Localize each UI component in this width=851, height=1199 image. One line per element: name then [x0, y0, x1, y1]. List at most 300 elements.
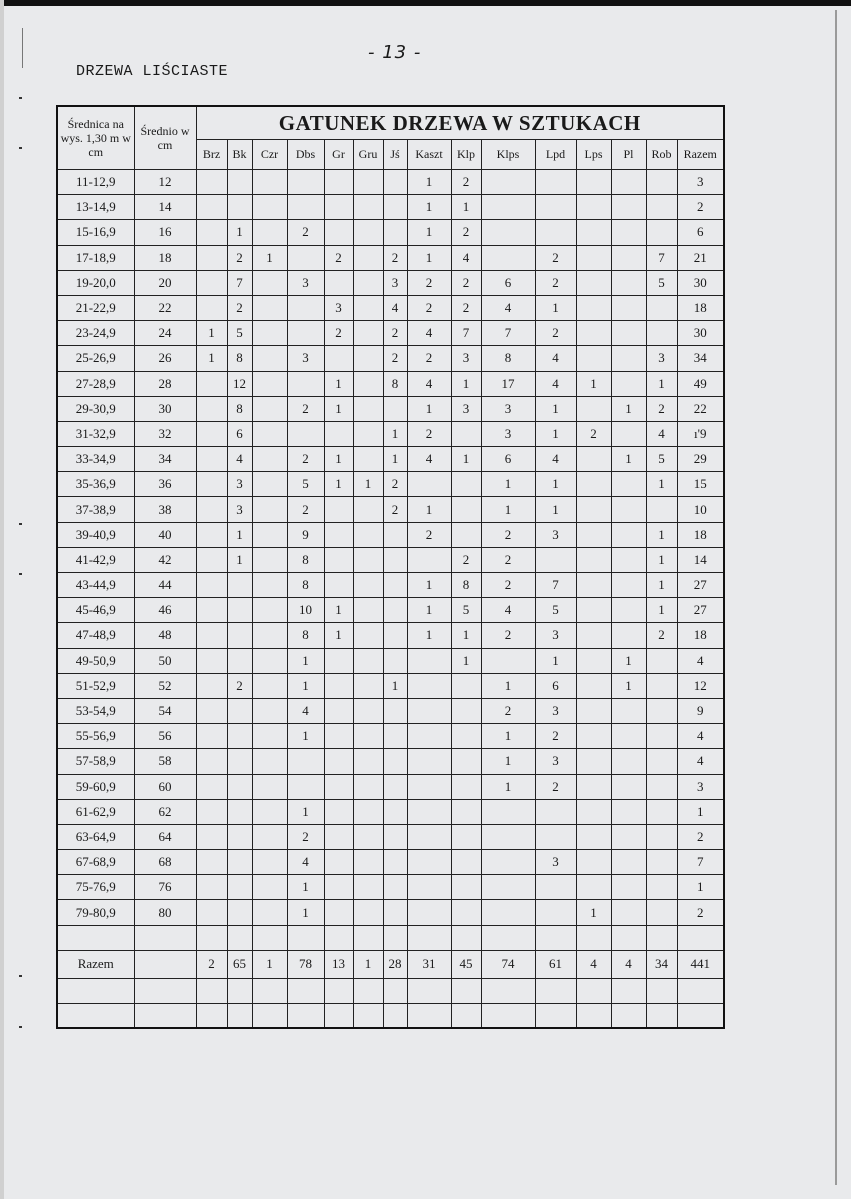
count-cell: 3 [481, 421, 535, 446]
diameter-range-cell: 23-24,9 [57, 321, 134, 346]
right-scan-edge [835, 10, 837, 1185]
count-cell: 1 [407, 195, 451, 220]
count-cell [576, 573, 611, 598]
column-total-cell: 74 [481, 950, 535, 978]
count-cell [196, 850, 227, 875]
count-cell: 8 [383, 371, 407, 396]
count-cell [646, 497, 677, 522]
count-cell [353, 321, 383, 346]
count-cell [451, 824, 481, 849]
count-cell: 8 [287, 547, 324, 572]
empty-cell [383, 925, 407, 950]
species-col-header: Gru [353, 140, 383, 170]
count-cell [324, 673, 353, 698]
count-cell: 10 [287, 598, 324, 623]
count-cell [252, 270, 287, 295]
count-cell: 4 [535, 447, 576, 472]
count-cell [646, 698, 677, 723]
empty-cell [535, 1003, 576, 1028]
empty-cell [535, 925, 576, 950]
count-cell: 1 [535, 396, 576, 421]
count-cell: 5 [535, 598, 576, 623]
diameter-range-cell: 19-20,0 [57, 270, 134, 295]
mean-diameter-cell: 14 [134, 195, 196, 220]
species-col-header: Dbs [287, 140, 324, 170]
empty-cell [196, 925, 227, 950]
empty-cell [196, 978, 227, 1003]
table-row [57, 245, 724, 270]
count-cell: 2 [407, 346, 451, 371]
empty-cell [481, 925, 535, 950]
count-cell: 1 [196, 321, 227, 346]
count-cell [383, 396, 407, 421]
count-cell: 2 [287, 497, 324, 522]
count-cell [196, 875, 227, 900]
row-total-cell: 12 [677, 673, 724, 698]
count-cell [451, 900, 481, 925]
count-cell: 4 [646, 421, 677, 446]
count-cell [227, 900, 252, 925]
count-cell [383, 522, 407, 547]
count-cell [196, 472, 227, 497]
row-total-cell: 1 [677, 799, 724, 824]
count-cell: 7 [535, 573, 576, 598]
count-cell [383, 850, 407, 875]
count-cell: 2 [407, 522, 451, 547]
count-cell [611, 270, 646, 295]
count-cell [407, 749, 451, 774]
count-cell [535, 875, 576, 900]
count-cell [451, 698, 481, 723]
count-cell [646, 799, 677, 824]
diameter-range-cell: 59-60,9 [57, 774, 134, 799]
margin-mark [19, 573, 22, 575]
count-cell [576, 648, 611, 673]
count-cell: 3 [227, 497, 252, 522]
count-cell: 1 [451, 623, 481, 648]
row-total-cell: ı'9 [677, 421, 724, 446]
empty-cell [535, 978, 576, 1003]
count-cell [611, 900, 646, 925]
left-scan-mark [22, 28, 23, 68]
count-cell: 3 [227, 472, 252, 497]
count-cell: 1 [383, 421, 407, 446]
mean-diameter-cell: 40 [134, 522, 196, 547]
count-cell: 2 [227, 673, 252, 698]
table-row [57, 346, 724, 371]
table-row [57, 749, 724, 774]
mean-diameter-cell: 24 [134, 321, 196, 346]
empty-cell [611, 978, 646, 1003]
count-cell: 6 [481, 270, 535, 295]
count-cell: 1 [481, 774, 535, 799]
count-cell [407, 900, 451, 925]
row-total-cell: 2 [677, 900, 724, 925]
count-cell: 1 [252, 245, 287, 270]
count-cell [481, 875, 535, 900]
count-cell: 7 [646, 245, 677, 270]
count-cell [451, 774, 481, 799]
count-cell [481, 648, 535, 673]
count-cell [324, 270, 353, 295]
count-cell: 2 [383, 472, 407, 497]
count-cell [383, 824, 407, 849]
mean-diameter-cell: 36 [134, 472, 196, 497]
count-cell: 1 [324, 623, 353, 648]
count-cell: 5 [646, 270, 677, 295]
count-cell: 1 [481, 472, 535, 497]
count-cell [481, 220, 535, 245]
empty-row [57, 1003, 724, 1028]
margin-mark [19, 97, 22, 99]
count-cell [383, 698, 407, 723]
count-cell [646, 850, 677, 875]
count-cell [611, 472, 646, 497]
count-cell [196, 170, 227, 195]
count-cell [407, 824, 451, 849]
count-cell: 2 [451, 270, 481, 295]
count-cell [383, 170, 407, 195]
table-row [57, 472, 724, 497]
empty-cell [611, 1003, 646, 1028]
count-cell: 2 [407, 270, 451, 295]
margin-mark [19, 147, 22, 149]
count-cell [576, 522, 611, 547]
mean-diameter-cell: 46 [134, 598, 196, 623]
count-cell [611, 749, 646, 774]
count-cell: 2 [324, 245, 353, 270]
count-cell: 3 [646, 346, 677, 371]
count-cell: 3 [383, 270, 407, 295]
table-row [57, 447, 724, 472]
table-row [57, 850, 724, 875]
count-cell [196, 295, 227, 320]
count-cell [252, 170, 287, 195]
count-cell [287, 749, 324, 774]
count-cell: 3 [535, 623, 576, 648]
count-cell: 2 [535, 724, 576, 749]
count-cell [383, 623, 407, 648]
count-cell [324, 547, 353, 572]
count-cell: 1 [227, 220, 252, 245]
table-body [57, 170, 724, 926]
count-cell [383, 749, 407, 774]
diameter-range-cell: 27-28,9 [57, 371, 134, 396]
count-cell [196, 673, 227, 698]
empty-cell [646, 1003, 677, 1028]
count-cell: 1 [535, 497, 576, 522]
row-total-cell: 34 [677, 346, 724, 371]
count-cell: 8 [227, 396, 252, 421]
count-cell: 4 [535, 371, 576, 396]
count-cell [646, 749, 677, 774]
count-cell [252, 749, 287, 774]
column-total-cell: 65 [227, 950, 252, 978]
count-cell [407, 547, 451, 572]
count-cell [353, 673, 383, 698]
empty-cell [646, 978, 677, 1003]
count-cell [196, 774, 227, 799]
count-cell [646, 648, 677, 673]
count-cell [196, 547, 227, 572]
column-total-cell: 4 [611, 950, 646, 978]
count-cell [611, 497, 646, 522]
count-cell [227, 850, 252, 875]
count-cell [227, 724, 252, 749]
count-cell [451, 799, 481, 824]
count-cell [227, 698, 252, 723]
count-cell [383, 875, 407, 900]
total-label: Razem [57, 950, 134, 978]
count-cell: 7 [481, 321, 535, 346]
count-cell [383, 900, 407, 925]
empty-cell [481, 1003, 535, 1028]
diameter-range-cell: 67-68,9 [57, 850, 134, 875]
mean-diameter-cell: 38 [134, 497, 196, 522]
row-total-cell: 6 [677, 220, 724, 245]
count-cell [611, 774, 646, 799]
mean-diameter-header: Średnio w cm [134, 106, 196, 170]
count-cell [383, 724, 407, 749]
count-cell: 1 [451, 371, 481, 396]
count-cell [252, 447, 287, 472]
count-cell [611, 522, 646, 547]
count-cell [252, 875, 287, 900]
mean-diameter-cell: 50 [134, 648, 196, 673]
count-cell [196, 900, 227, 925]
count-cell [646, 170, 677, 195]
count-cell [611, 170, 646, 195]
count-cell [196, 522, 227, 547]
count-cell: 4 [407, 321, 451, 346]
count-cell [324, 850, 353, 875]
table-row [57, 396, 724, 421]
count-cell: 2 [576, 421, 611, 446]
count-cell [451, 875, 481, 900]
count-cell: 1 [646, 598, 677, 623]
count-cell [353, 170, 383, 195]
empty-cell [134, 925, 196, 950]
table-row [57, 547, 724, 572]
table-row [57, 573, 724, 598]
count-cell [227, 170, 252, 195]
empty-row [57, 978, 724, 1003]
column-total-cell: 45 [451, 950, 481, 978]
table-row [57, 698, 724, 723]
count-cell [324, 749, 353, 774]
count-cell [324, 799, 353, 824]
empty-cell [383, 1003, 407, 1028]
table-row [57, 371, 724, 396]
count-cell [324, 195, 353, 220]
count-cell [252, 472, 287, 497]
count-cell [353, 447, 383, 472]
count-cell: 1 [576, 371, 611, 396]
mean-diameter-cell: 56 [134, 724, 196, 749]
mean-diameter-cell: 58 [134, 749, 196, 774]
count-cell [576, 245, 611, 270]
diameter-range-cell: 29-30,9 [57, 396, 134, 421]
count-cell: 1 [324, 396, 353, 421]
table-row [57, 170, 724, 195]
count-cell [646, 220, 677, 245]
table-row [57, 824, 724, 849]
row-total-cell: 30 [677, 321, 724, 346]
count-cell: 6 [535, 673, 576, 698]
count-cell: 5 [227, 321, 252, 346]
row-total-cell: 2 [677, 195, 724, 220]
count-cell [353, 623, 383, 648]
count-cell: 3 [287, 346, 324, 371]
row-total-cell: 14 [677, 547, 724, 572]
mean-diameter-cell: 80 [134, 900, 196, 925]
count-cell [576, 447, 611, 472]
count-cell: 1 [383, 673, 407, 698]
count-cell: 4 [407, 447, 451, 472]
count-cell [252, 371, 287, 396]
column-total-cell: 1 [252, 950, 287, 978]
table-row [57, 774, 724, 799]
count-cell [383, 547, 407, 572]
empty-cell [576, 978, 611, 1003]
count-cell: 3 [535, 522, 576, 547]
count-cell [196, 623, 227, 648]
column-total-cell: 13 [324, 950, 353, 978]
total-row [57, 950, 724, 978]
count-cell: 2 [451, 295, 481, 320]
count-cell [407, 875, 451, 900]
empty-cell [407, 978, 451, 1003]
count-cell [576, 195, 611, 220]
count-cell [324, 346, 353, 371]
count-cell: 1 [407, 396, 451, 421]
count-cell [451, 472, 481, 497]
count-cell: 1 [451, 648, 481, 673]
count-cell [576, 396, 611, 421]
count-cell: 8 [481, 346, 535, 371]
count-cell: 7 [227, 270, 252, 295]
count-cell: 2 [451, 220, 481, 245]
count-cell: 2 [383, 346, 407, 371]
count-cell [227, 799, 252, 824]
diameter-range-cell: 21-22,9 [57, 295, 134, 320]
empty-cell [287, 1003, 324, 1028]
count-cell [324, 170, 353, 195]
species-col-header: Kaszt [407, 140, 451, 170]
count-cell: 1 [407, 497, 451, 522]
count-cell [196, 648, 227, 673]
count-cell: 1 [287, 648, 324, 673]
count-cell [196, 245, 227, 270]
count-cell: 1 [611, 673, 646, 698]
count-cell [196, 824, 227, 849]
count-cell: 1 [611, 396, 646, 421]
count-cell [383, 598, 407, 623]
count-cell [196, 447, 227, 472]
mean-diameter-cell: 28 [134, 371, 196, 396]
count-cell: 1 [196, 346, 227, 371]
diameter-range-cell: 45-46,9 [57, 598, 134, 623]
count-cell: 2 [481, 623, 535, 648]
count-cell [252, 799, 287, 824]
count-cell: 1 [646, 371, 677, 396]
count-cell [252, 497, 287, 522]
count-cell: 1 [407, 573, 451, 598]
row-total-cell: 3 [677, 170, 724, 195]
count-cell [383, 774, 407, 799]
species-col-header: Brz [196, 140, 227, 170]
count-cell: 5 [287, 472, 324, 497]
species-col-header: Jś [383, 140, 407, 170]
count-cell: 4 [287, 850, 324, 875]
row-total-cell: 10 [677, 497, 724, 522]
count-cell: 2 [646, 396, 677, 421]
count-cell: 3 [535, 850, 576, 875]
count-cell [196, 195, 227, 220]
mean-diameter-cell: 42 [134, 547, 196, 572]
count-cell [576, 850, 611, 875]
count-cell [252, 774, 287, 799]
count-cell [576, 295, 611, 320]
empty-cell [134, 1003, 196, 1028]
diameter-range-cell: 13-14,9 [57, 195, 134, 220]
row-total-cell: 22 [677, 396, 724, 421]
count-cell [611, 421, 646, 446]
diameter-range-cell: 39-40,9 [57, 522, 134, 547]
count-cell: 17 [481, 371, 535, 396]
count-cell: 2 [535, 321, 576, 346]
empty-cell [576, 925, 611, 950]
count-cell [227, 598, 252, 623]
count-cell [252, 346, 287, 371]
count-cell [407, 799, 451, 824]
count-cell [324, 698, 353, 723]
count-cell [353, 497, 383, 522]
empty-cell [407, 925, 451, 950]
count-cell: 12 [227, 371, 252, 396]
species-col-header: Rob [646, 140, 677, 170]
count-cell [535, 547, 576, 572]
table-row [57, 220, 724, 245]
column-total-cell: 1 [353, 950, 383, 978]
count-cell: 3 [287, 270, 324, 295]
species-col-header: Czr [252, 140, 287, 170]
page-heading: DRZEWA LIŚCIASTE [76, 63, 229, 80]
count-cell: 4 [481, 295, 535, 320]
count-cell [611, 850, 646, 875]
row-total-cell: 1 [677, 875, 724, 900]
table-row [57, 295, 724, 320]
mean-diameter-cell: 64 [134, 824, 196, 849]
count-cell [611, 371, 646, 396]
count-cell: 4 [227, 447, 252, 472]
species-col-header: Klps [481, 140, 535, 170]
count-cell [407, 673, 451, 698]
count-cell [451, 850, 481, 875]
count-cell: 2 [287, 396, 324, 421]
count-cell: 4 [287, 698, 324, 723]
column-total-cell: 4 [576, 950, 611, 978]
count-cell [576, 673, 611, 698]
count-cell: 8 [227, 346, 252, 371]
count-cell [576, 497, 611, 522]
count-cell [353, 396, 383, 421]
count-cell [196, 598, 227, 623]
empty-cell [134, 978, 196, 1003]
count-cell: 2 [324, 321, 353, 346]
mean-diameter-cell: 48 [134, 623, 196, 648]
count-cell: 1 [287, 724, 324, 749]
